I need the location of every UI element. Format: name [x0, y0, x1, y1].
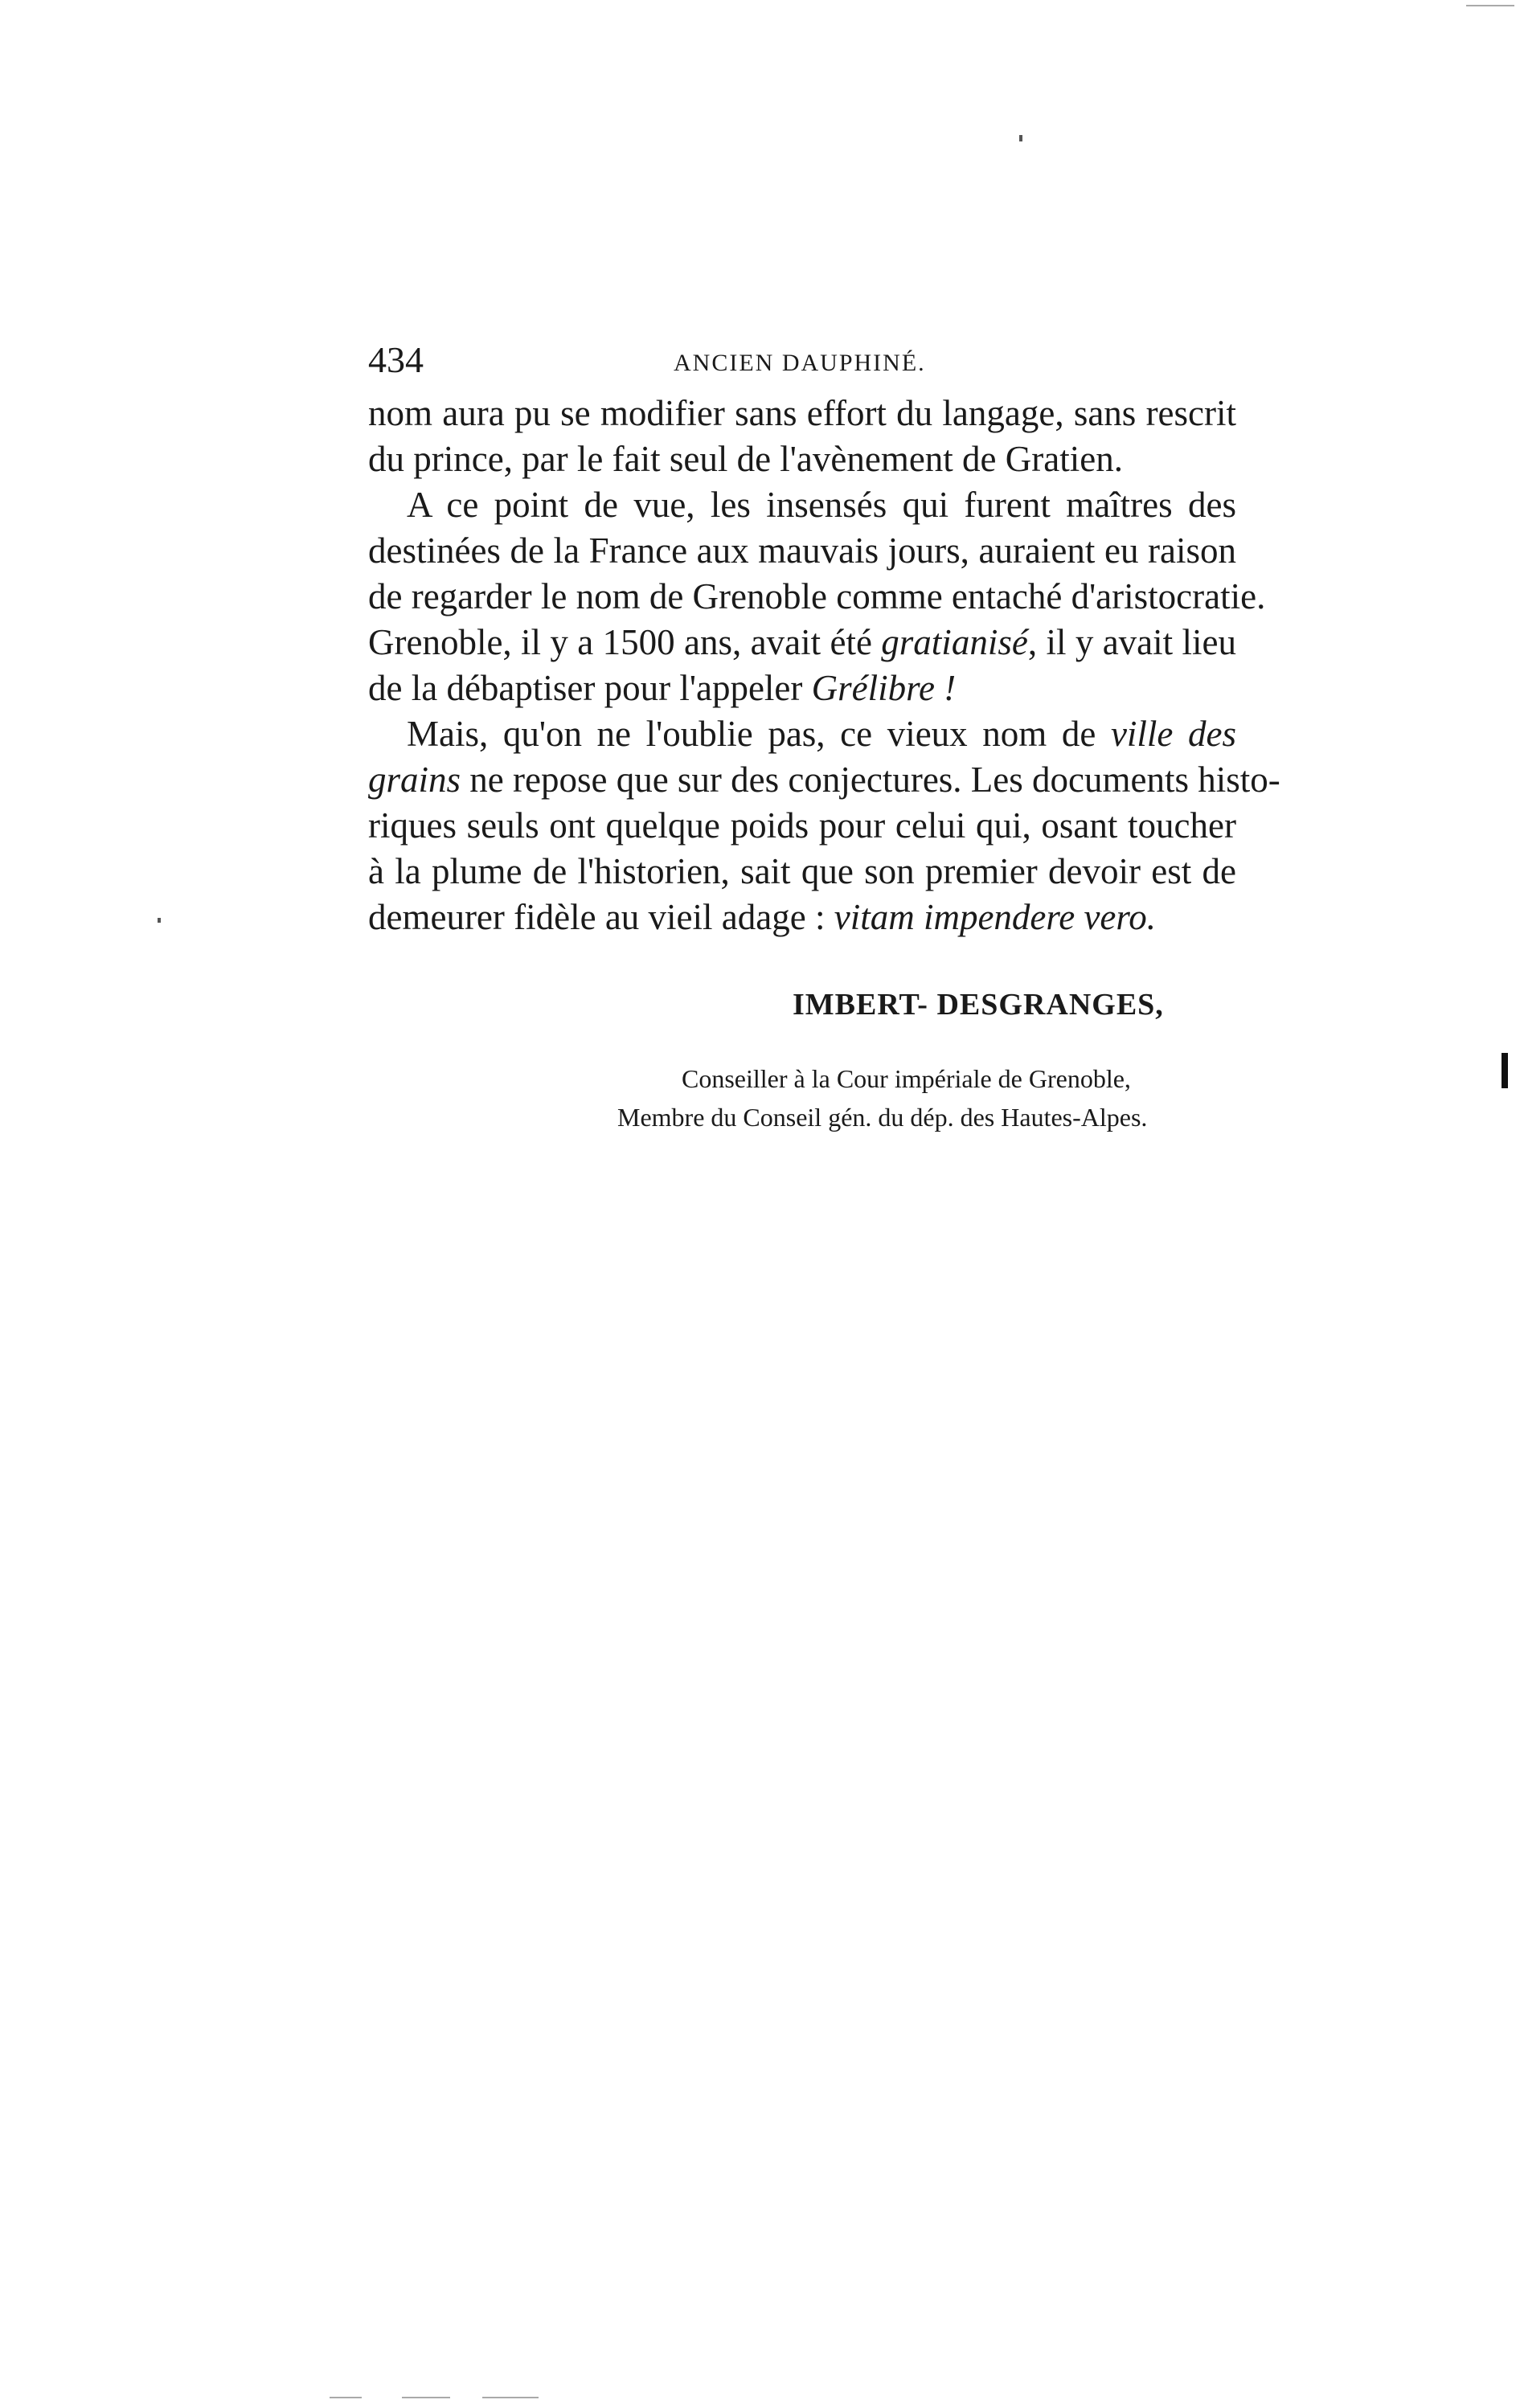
text-line: de regarder le nom de Grenoble comme entaché d'aristocratie.	[368, 576, 1266, 616]
italic-term: Grélibre !	[811, 668, 957, 708]
text-line: Grenoble, il y a 1500 ans, avait été gratianisé, il y avait lieu	[368, 622, 1236, 662]
scan-speck	[330, 2397, 362, 2398]
text-line: nom aura pu se modifier sans effort du langage, sans rescrit	[368, 393, 1236, 433]
scan-speck	[1466, 5, 1514, 6]
italic-term: gratianisé	[881, 622, 1028, 662]
text-line: riques seuls ont quelque poids pour celui qui, osant toucher	[368, 805, 1236, 846]
running-title: ANCIEN DAUPHINÉ.	[674, 350, 926, 376]
author-title-line: Conseiller à la Cour impériale de Grenoble,	[682, 1064, 1131, 1093]
text-line: grains ne repose que sur des conjectures. Les documents histo-	[368, 760, 1280, 800]
text-line: demeurer fidèle au vieil adage : vitam impendere vero.	[368, 897, 1156, 937]
italic-term: vitam impendere vero.	[834, 897, 1156, 937]
text-line: de la débaptiser pour l'appeler Grélibre !	[368, 668, 957, 708]
scan-speck	[158, 918, 161, 923]
text-line: du prince, par le fait seul de l'avènement de Gratien.	[368, 439, 1123, 479]
text-line: A ce point de vue, les insensés qui furent maîtres des	[407, 485, 1236, 525]
italic-term: ville des	[1110, 714, 1236, 754]
author-title-line: Membre du Conseil gén. du dép. des Hautes-Alpes.	[617, 1103, 1148, 1132]
scan-speck	[482, 2397, 539, 2398]
text-line: destinées de la France aux mauvais jours, auraient eu raison	[368, 530, 1236, 571]
italic-term: grains	[368, 760, 461, 800]
page-number: 434	[368, 339, 424, 380]
scan-speck	[1019, 135, 1022, 141]
running-head	[368, 336, 1236, 384]
text-line: à la plume de l'historien, sait que son premier devoir est de	[368, 851, 1236, 891]
scan-speck	[402, 2397, 450, 2398]
body-text	[368, 391, 1280, 940]
author-name: IMBERT- DESGRANGES,	[793, 988, 1164, 1022]
scan-speck	[1502, 1053, 1508, 1088]
text-line: Mais, qu'on ne l'oublie pas, ce vieux nom de ville des	[407, 714, 1236, 754]
